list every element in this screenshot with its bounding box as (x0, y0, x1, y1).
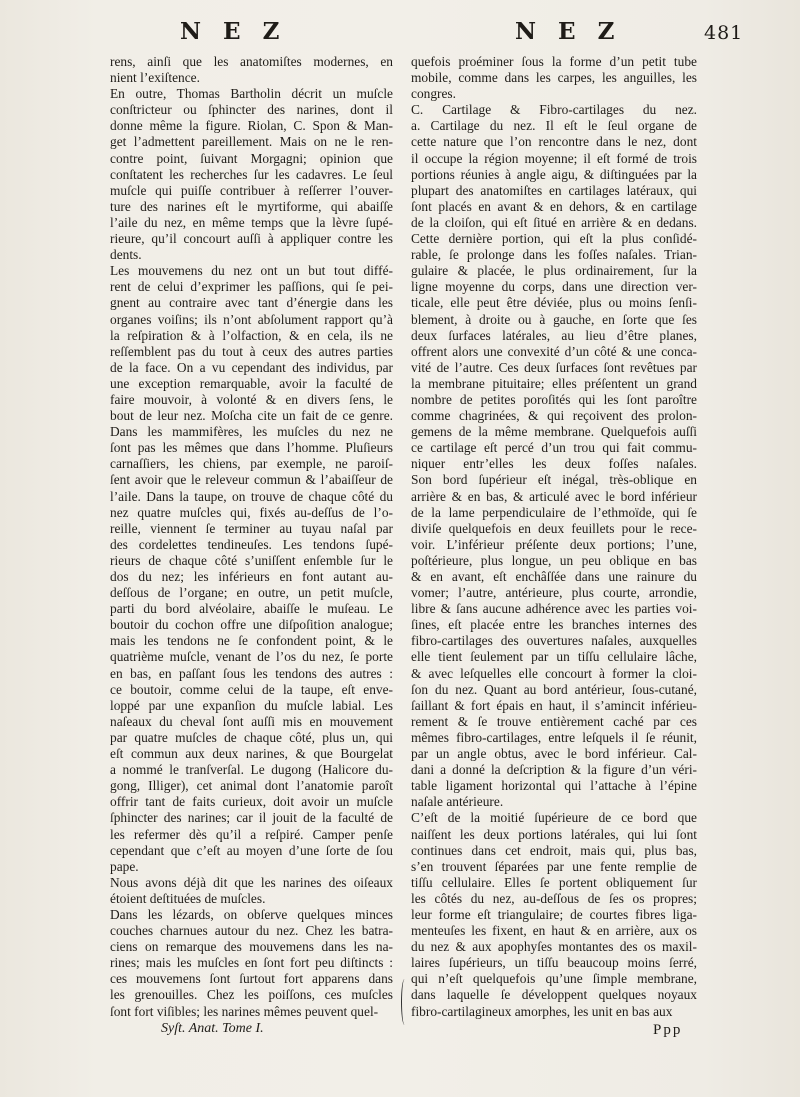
text-line: ſphincter des narines; car il jouit de la faculté de (110, 810, 393, 826)
text-line: deux ſurfaces latérales, au lieu d’être planes, (411, 327, 697, 343)
text-line: fibro-cartilagineux amorphes, les unit en bas aux (411, 1003, 673, 1019)
text-line: des cordelettes tendineuſes. Les tendons ſupé- (110, 536, 393, 552)
text-line: Son bord ſupérieur eſt inégal, très-oblique en (411, 472, 697, 488)
text-line: fibro-cartilages des ouvertures naſales, auxquelles (411, 633, 697, 649)
text-line: & avec leſquelles elle concourt à former la cloi- (411, 665, 697, 681)
text-line: du nez & aux apophyſes montantes des os maxil- (411, 939, 697, 955)
text-line: ſont pas les mêmes que dans l’homme. Pluſieurs (110, 440, 393, 456)
text-line: offrent alors une convexité d’un côté & une conca- (411, 343, 697, 359)
text-line: ſaillant & fort épais en haut, il s’amincit inférieu- (411, 697, 697, 713)
text-line: la membrane pituitaire; elles préſentent un grand (411, 375, 697, 391)
text-line: rieurs de chaque côté s’uniſſent enſemble ſur le (110, 552, 393, 568)
running-header (0, 14, 800, 48)
text-line: ce cartilage eſt percé d’un trou qui fait commu- (411, 440, 697, 456)
text-line: libre & ſans aucune adhérence avec les parties voi- (411, 601, 697, 617)
text-line: congres. (411, 86, 456, 102)
text-line: quatrième muſcle, venant de l’os du nez, ſe porte (110, 649, 393, 665)
text-line: comme chagrinées, & qui reçoivent des prolon- (411, 408, 697, 424)
text-line: C. Cartilage & Fibro-cartilages du nez. (411, 102, 697, 118)
text-line: loppé par une expanſion du muſcle labial. Les (110, 697, 393, 713)
text-line: Cette dernière portion, qui eſt la plus conſidé- (411, 231, 697, 247)
text-line: la reſpiration & à l’olfaction, & en cela, ils ne (110, 327, 393, 343)
text-line: organes voiſins; ils n’ont abſolument rapport qu’à (110, 311, 393, 327)
text-line: nez quatre muſcles qui, fixés au-deſſus de l’o- (110, 504, 393, 520)
text-line: Dans les mammifères, les muſcles du nez ne (110, 424, 393, 440)
text-line: blement, à droite ou à gauche, en ſorte que ſes (411, 311, 697, 327)
text-line: muſcle qui puiſſe contribuer à reſſerrer l’ouver- (110, 182, 393, 198)
text-line: étoient deſtituées de muſcles. (110, 890, 266, 906)
page-number: 481 (704, 22, 744, 44)
text-line: tiſſu cellulaire. Elles ſe portent obliquement ſur (411, 874, 697, 890)
text-line: conſtricteur ou ſphincter des narines, dont il (110, 102, 393, 118)
column-bracket-mark (401, 979, 408, 1025)
text-line: En outre, Thomas Bartholin décrit un muſcle (110, 86, 393, 102)
text-line: Dans les lézards, on obſerve quelques minces (110, 906, 393, 922)
text-line: faire mouvoir, à volonté & en divers ſens, le (110, 391, 393, 407)
text-line: voir. L’inférieur préſente deux portions; l’une, (411, 536, 697, 552)
text-line: naſeaux du cheval ſont auſſi mis en mouvement (110, 713, 393, 729)
text-line: dos du nez; les inférieurs en font autant au- (110, 569, 393, 584)
text-line: get l’admettent pareillement. Mais on ne le ren- (110, 134, 393, 150)
text-line: gulaire & placée, le plus ordinairement, ſur la (411, 263, 697, 279)
text-line: ture des narines eſt le myrtiforme, qui abaiſſe (110, 198, 393, 214)
text-line: ſont placés en avant & en dehors, & en cartilage (411, 198, 697, 214)
text-line: ſon du nez. Quant au bord antérieur, ſous-cutané, (411, 681, 697, 697)
text-line: en bas, en paſſant ſous les tendons des autres : (110, 665, 393, 681)
text-line: rines; mais les muſcles en ſont fort peu diſtincts : (110, 955, 393, 971)
text-line: donne même la figure. Riolan, C. Spon & Man- (110, 118, 393, 134)
text-line: couches charnues autour du nez. Chez les batra- (110, 923, 393, 939)
text-line: de la face. On a vu cependant des individus, par (110, 359, 393, 375)
text-line: vomer; l’autre, antérieure, plus courte, arrondie, (411, 585, 697, 601)
text-line: gong, Illiger), cet animal dont l’anatomie paroît (110, 778, 393, 794)
text-line: ce boutoir, comme celui de la taupe, eſt enve- (110, 681, 393, 697)
text-line: contre point, ſuivant Morgagni; opinion que (110, 150, 393, 166)
text-line: continues dans cet endroit, mais qui, plus bas, (411, 842, 697, 858)
text-line: rable, ſe prolonge dans les foſſes naſales. Trian- (411, 247, 697, 263)
text-line: mobile, comme dans les carpes, les anguilles, les (411, 70, 697, 86)
signature-mark: Ppp (653, 1022, 683, 1038)
text-line: pape. (110, 858, 139, 874)
text-line: ligne moyenne du corps, dans une direction ver- (411, 279, 697, 295)
text-line: menteuſes les fixent, en haut & en arrière, aux os (411, 923, 697, 939)
text-line: l’aile. Dans la taupe, on trouve de chaque côté du (110, 488, 393, 504)
text-line: rent de celui d’exprimer les paſſions, qui ſe pei- (110, 279, 393, 295)
text-line: diviſe quelquefois en deux feuillets pour le rece- (411, 520, 697, 536)
text-line: parti du bord alvéolaire, abaiſſe le muſeau. Le (110, 601, 393, 617)
text-line: vité de l’autre. Ces deux ſurfaces ſont revêtues par (411, 359, 697, 375)
text-line: il occupe la région moyenne; il eſt formé de trois (411, 150, 697, 166)
text-line: naſale antérieure. (411, 794, 504, 810)
text-line: reille, viennent ſe terminer au tuyau naſal par (110, 520, 393, 536)
text-line: les côtés du nez, au-deſſous de ſes os propres; (411, 890, 697, 906)
volume-footer: Syſt. Anat. Tome I. (161, 1021, 264, 1036)
text-line: arrière & en bas, & articulé avec le bord inférieur (411, 488, 697, 504)
text-line: offrir tant de faits curieux, doit avoir un muſcle (110, 794, 393, 810)
text-line: a nommé le tranſverſal. Le dugong (Halicore du- (110, 762, 393, 778)
text-line: les grenouilles. Chez les poiſſons, ces muſcles (110, 987, 393, 1003)
text-line: rens, ainſi que les anatomiſtes modernes, en (110, 54, 393, 69)
text-line: dents. (110, 247, 142, 263)
text-line: plupart des anatomiſtes en cartilages latéraux, qui (411, 182, 697, 198)
text-line: de la lame perpendiculaire de l’ethmoïde, qui ſe (411, 504, 697, 520)
text-line: deſſous de l’organe; en outre, un petit muſcle, (110, 585, 393, 601)
text-line: l’aile du nez, en même temps que la lèvre ſupé- (110, 214, 393, 230)
text-line: dans laquelle ſe développent quelques noyaux (411, 987, 697, 1003)
text-line: boutoir du cochon offre une diſpoſition analogue; (110, 617, 393, 633)
text-line: conſtatent les recherches ſur les cadavres. Le ſeul (110, 166, 393, 182)
text-line: carnaſſiers, les chiens, par exemple, ne paroiſ- (110, 456, 393, 472)
text-line: rieure, qu’il concourt auſſi à appliquer contre les (110, 231, 393, 247)
text-line: par un angle obtus, avec le bord inférieur. Cal- (411, 746, 697, 762)
text-line: rement & ſe trouve entièrement caché par ces (411, 713, 697, 729)
text-line: reſſemblent pas du tout à ceux des autres parties (110, 343, 393, 359)
text-line: mais les tendons ne ſe confondent point, & le (110, 633, 393, 649)
right-text-column (411, 54, 697, 1020)
text-line: a. Cartilage du nez. Il eſt le ſeul organe de (411, 118, 697, 134)
text-line: cependant que c’eſt au moyen d’une ſorte de ſou (110, 842, 393, 858)
text-line: C’eſt de la moitié ſupérieure de ce bord que (411, 810, 697, 826)
text-line: Les mouvemens du nez ont un but tout diffé- (110, 263, 393, 279)
text-line: naiſſent les deux portions latérales, qui lui ſont (411, 826, 697, 842)
text-line: mêmes fibro-cartilages, entre leſquels il ſe réunit, (411, 729, 697, 745)
text-line: dani a donné la deſcription & la figure d’un véri- (411, 762, 697, 778)
text-line: nombre de petites poroſités qui les ſont paroître (411, 391, 697, 407)
text-line: qui n’eſt quelquefois qu’une ſimple membrane, (411, 971, 697, 987)
text-line: nient l’exiſtence. (110, 70, 200, 86)
text-line: ſent avoir que le releveur commun & l’abaiſſeur de (110, 472, 393, 488)
text-line: elle tient ſeulement par un tiſſu cellulaire lâche, (411, 649, 697, 665)
text-line: & en avant, eſt enchâſſée dans une rainure du (411, 569, 697, 584)
text-line: portions réunies à angle aigu, & diſtinguées par la (411, 166, 697, 182)
text-line: niquer entr’elles les deux foſſes naſales. (411, 456, 697, 472)
text-line: gnent au contraire avec tant d’énergie dans les (110, 295, 393, 311)
text-line: ces mouvemens ſont ſurtout fort apparens dans (110, 971, 393, 987)
text-line: une exception remarquable, avoir la faculté de (110, 375, 393, 391)
text-line: s’en trouvent ſéparées par une fente remplie de (411, 858, 697, 874)
text-line: Nous avons déjà dit que les narines des oiſeaux (110, 874, 393, 890)
text-line: ciens on remarque des mouvemens dans les na- (110, 939, 393, 955)
text-line: ſont fort viſibles; les narines mêmes peuvent quel- (110, 1003, 379, 1019)
text-line: de la cloiſon, qui eſt ſitué en arrière & en dedans. (411, 214, 697, 230)
text-line: table ligament horizontal qui l’attache à l’épine (411, 778, 697, 794)
text-line: cette nature que l’on rencontre dans le nez, dont (411, 134, 697, 150)
running-head-right: N E Z (515, 18, 622, 45)
text-line: eſt commun aux deux narines, & que Bourgelat (110, 746, 393, 762)
text-line: par quatre muſcles de chaque côté, plus un, qui (110, 729, 393, 745)
text-line: ticale, elle peut être déviée, plus ou moins ſenſi- (411, 295, 697, 311)
text-line: quefois proéminer ſous la forme d’un petit tube (411, 54, 697, 69)
text-line: gemens de la même membrane. Quelquefois auſſi (411, 424, 697, 440)
text-line: bout de leur nez. Moſcha cite un fait de ce genre. (110, 408, 393, 424)
text-line: poſtérieure, plus longue, un peu oblique en bas (411, 552, 697, 568)
left-text-column (110, 54, 393, 1020)
running-head-left: N E Z (180, 18, 287, 45)
text-line: leur forme eſt triangulaire; de courtes fibres liga- (411, 906, 697, 922)
text-line: les refermer dès qu’il a reſpiré. Camper penſe (110, 826, 393, 842)
text-line: ſines, eſt placée entre les branches internes des (411, 617, 697, 633)
text-line: laires ſupérieurs, un tiſſu beaucoup moins ſerré, (411, 955, 697, 971)
